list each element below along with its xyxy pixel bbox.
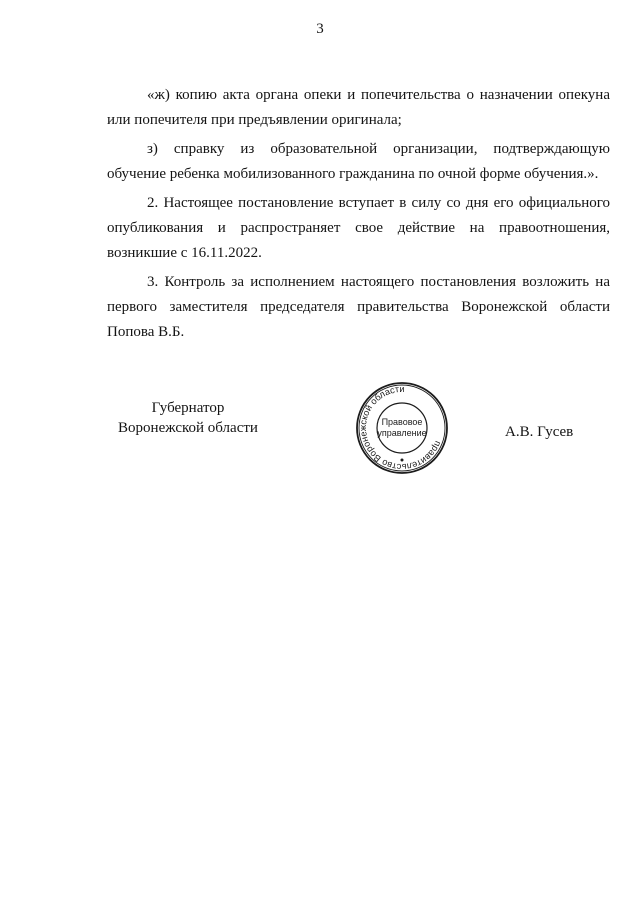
signature-block xyxy=(0,383,640,478)
signatory-name: А.В. Гусев xyxy=(505,424,574,440)
legal-department-stamp xyxy=(354,380,450,476)
signatory-title xyxy=(108,398,268,438)
svg-text:правительство Воронежской обла: правительство Воронежской области xyxy=(357,383,444,473)
signatory-title-line2: Воронежской области xyxy=(118,420,258,436)
document-body xyxy=(107,83,610,349)
paragraph-control: 3. Контроль за исполнением настоящего постановления возложить на первого заместителя председателя правительства Воронежской области Попова В.Б. xyxy=(107,274,610,340)
svg-text:Правовое: Правовое xyxy=(381,417,423,427)
paragraph-item-z: з) справку из образовательной организации, подтверждающую обучение ребенка мобилизованного гражданина по очной форме обучения.». xyxy=(107,141,610,182)
page-number: 3 xyxy=(316,21,324,37)
signatory-title-line1: Губернатор xyxy=(151,400,225,416)
svg-text:управление: управление xyxy=(377,428,427,438)
paragraph-item-zh: «ж) копию акта органа опеки и попечительства о назначении опекуна или попечителя при предъявлении оригинала; xyxy=(107,87,610,128)
stamp-seal-icon xyxy=(354,380,450,476)
paragraph-effective-date: 2. Настоящее постановление вступает в силу со дня его официального опубликования и распространяет свое действие на правоотношения, возникшие с 16.11.2022. xyxy=(107,195,610,261)
